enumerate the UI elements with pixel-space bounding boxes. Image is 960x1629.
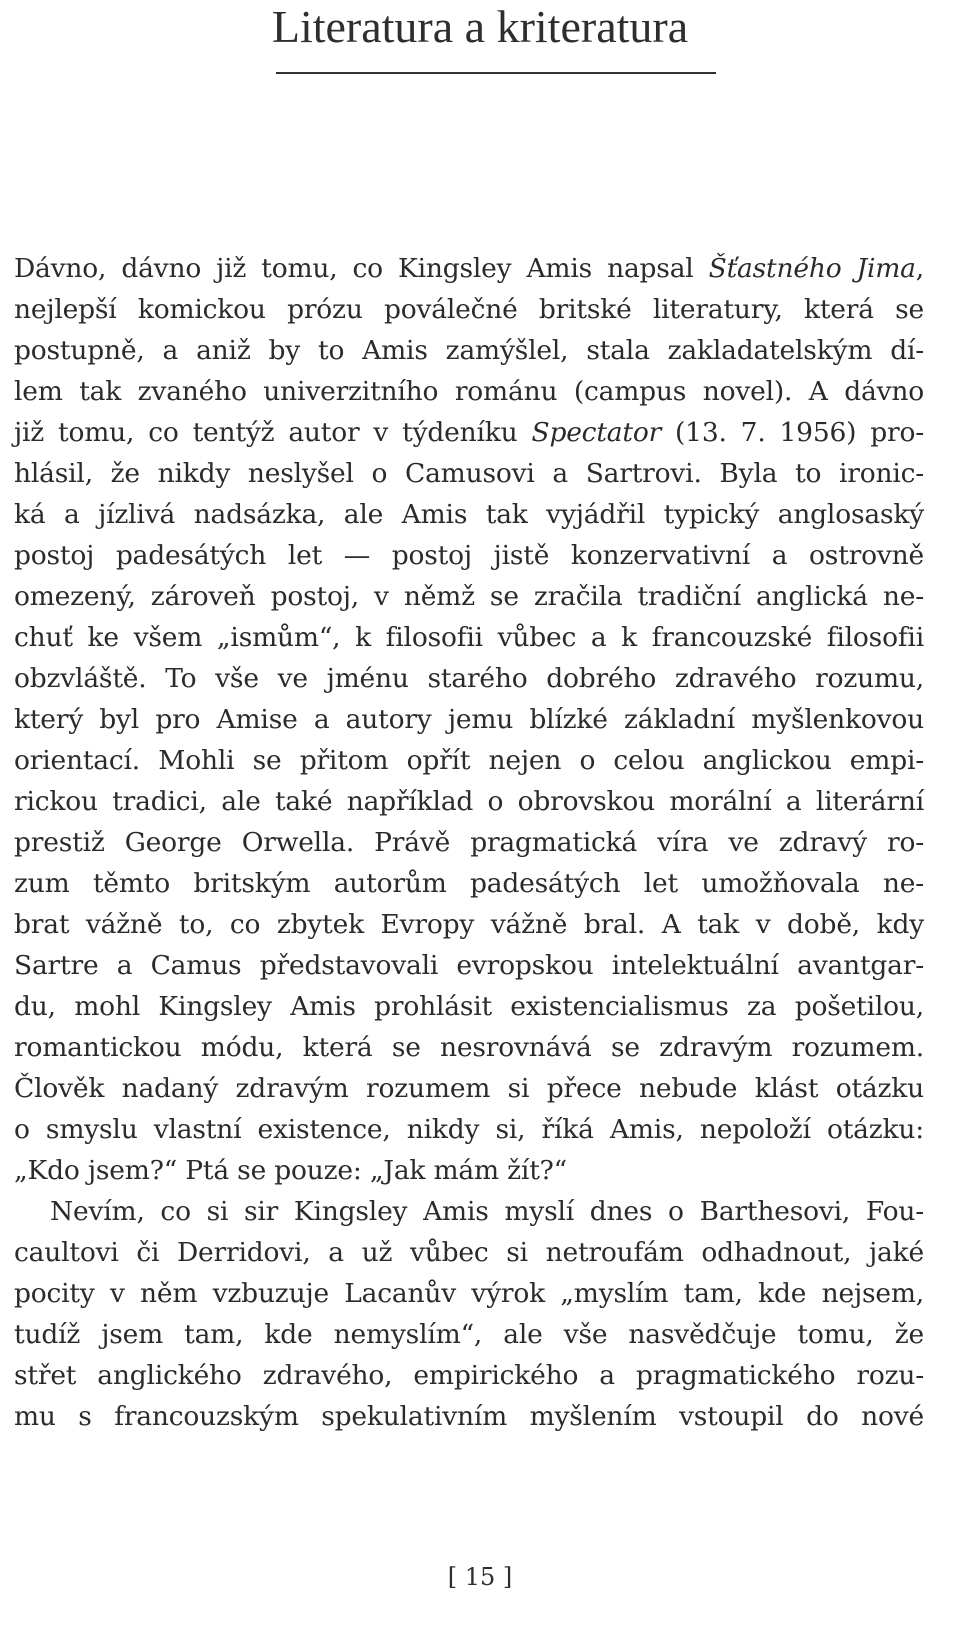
text-segment: „Kdo jsem?“ Ptá se pouze: „Jak mám žít?“ [14, 1155, 568, 1186]
text-line [14, 1191, 924, 1232]
text-line [14, 576, 924, 617]
text-segment: du, mohl Kingsley Amis prohlásit existencialismus za pošetilou, [14, 991, 924, 1022]
text-segment: chuť ke všem „ismům“, k filosofii vůbec a k francouzské filosofii [14, 622, 924, 653]
paragraph [14, 248, 924, 1191]
text-line [14, 1027, 924, 1068]
text-segment: Nevím, co si sir Kingsley Amis myslí dnes o Barthesovi, Fou- [50, 1196, 924, 1227]
text-segment: rickou tradici, ale také například o obrovskou morální a literární [14, 786, 924, 817]
text-segment: Sartre a Camus představovali evropskou intelektuální avantgar- [14, 950, 924, 981]
text-line [14, 904, 924, 945]
text-segment: Člověk nadaný zdravým rozumem si přece nebude klást otázku [14, 1073, 924, 1104]
text-segment: brat vážně to, co zbytek Evropy vážně bral. A tak v době, kdy [14, 909, 924, 940]
text-segment: (13. 7. 1956) pro- [661, 417, 925, 448]
text-line [14, 617, 924, 658]
chapter-title: Literatura a kriteratura [271, 1, 689, 52]
text-segment: , [915, 253, 924, 284]
text-line [14, 453, 924, 494]
text-line [14, 1273, 924, 1314]
paragraph [14, 1191, 924, 1437]
text-segment: postupně, a aniž by to Amis zamýšlel, stala zakladatelským dí- [14, 335, 924, 366]
text-segment: ká a jízlivá nadsázka, ale Amis tak vyjádřil typický anglosaský [14, 499, 924, 530]
text-line [14, 1396, 924, 1437]
text-line [14, 1232, 924, 1273]
text-line [14, 699, 924, 740]
text-line [14, 986, 924, 1027]
text-line [14, 1314, 924, 1355]
text-segment: pocity v něm vzbuzuje Lacanův výrok „myslím tam, kde nejsem, [14, 1278, 924, 1309]
text-segment: prestiž George Orwella. Právě pragmatická víra ve zdravý ro- [14, 827, 924, 858]
text-segment: zum těmto britským autorům padesátých let umožňovala ne- [14, 868, 924, 899]
text-line [14, 289, 924, 330]
text-segment: Dávno, dávno již tomu, co Kingsley Amis napsal [14, 253, 709, 284]
text-segment: orientací. Mohli se přitom opřít nejen o celou anglickou empi- [14, 745, 924, 776]
text-line [14, 535, 924, 576]
text-line [14, 740, 924, 781]
text-line [14, 822, 924, 863]
text-line [14, 248, 924, 289]
text-segment: mu s francouzským spekulativním myšlením vstoupil do nové [14, 1401, 924, 1432]
page-number: [ 15 ] [447, 1563, 513, 1591]
text-segment: caultovi či Derridovi, a už vůbec si netroufám odhadnout, jaké [14, 1237, 924, 1268]
text-segment: omezený, zároveň postoj, v němž se zračila tradiční anglická ne- [14, 581, 924, 612]
title-rule [276, 72, 716, 74]
italic-text: Spectator [531, 417, 662, 448]
text-segment: postoj padesátých let — postoj jistě konzervativní a ostrovně [14, 540, 924, 571]
text-line [14, 330, 924, 371]
text-segment: již tomu, co tentýž autor v týdeníku [14, 417, 532, 448]
text-segment: tudíž jsem tam, kde nemyslím“, ale vše nasvědčuje tomu, že [14, 1319, 924, 1350]
text-line [14, 1355, 924, 1396]
text-line [14, 945, 924, 986]
text-line [14, 1109, 924, 1150]
text-line [14, 658, 924, 699]
text-segment: hlásil, že nikdy neslyšel o Camusovi a Sartrovi. Byla to ironic- [14, 458, 924, 489]
text-segment: o smyslu vlastní existence, nikdy si, říká Amis, nepoloží otázku: [14, 1114, 924, 1145]
text-line [14, 494, 924, 535]
text-line [14, 863, 924, 904]
text-segment: který byl pro Amise a autory jemu blízké základní myšlenkovou [14, 704, 924, 735]
text-segment: romantickou módu, která se nesrovnává se zdravým rozumem. [14, 1032, 924, 1063]
text-segment: obzvláště. To vše ve jménu starého dobrého zdravého rozumu, [14, 663, 924, 694]
body-text [14, 248, 924, 1437]
text-segment: střet anglického zdravého, empirického a pragmatického rozu- [14, 1360, 924, 1391]
text-line [14, 781, 924, 822]
text-line [14, 412, 924, 453]
text-segment: lem tak zvaného univerzitního románu (campus novel). A dávno [14, 376, 924, 407]
text-line [14, 371, 924, 412]
text-segment: nejlepší komickou prózu poválečné britské literatury, která se [14, 294, 924, 325]
text-line [14, 1150, 924, 1191]
italic-text: Šťastného Jima [708, 253, 916, 284]
text-line [14, 1068, 924, 1109]
